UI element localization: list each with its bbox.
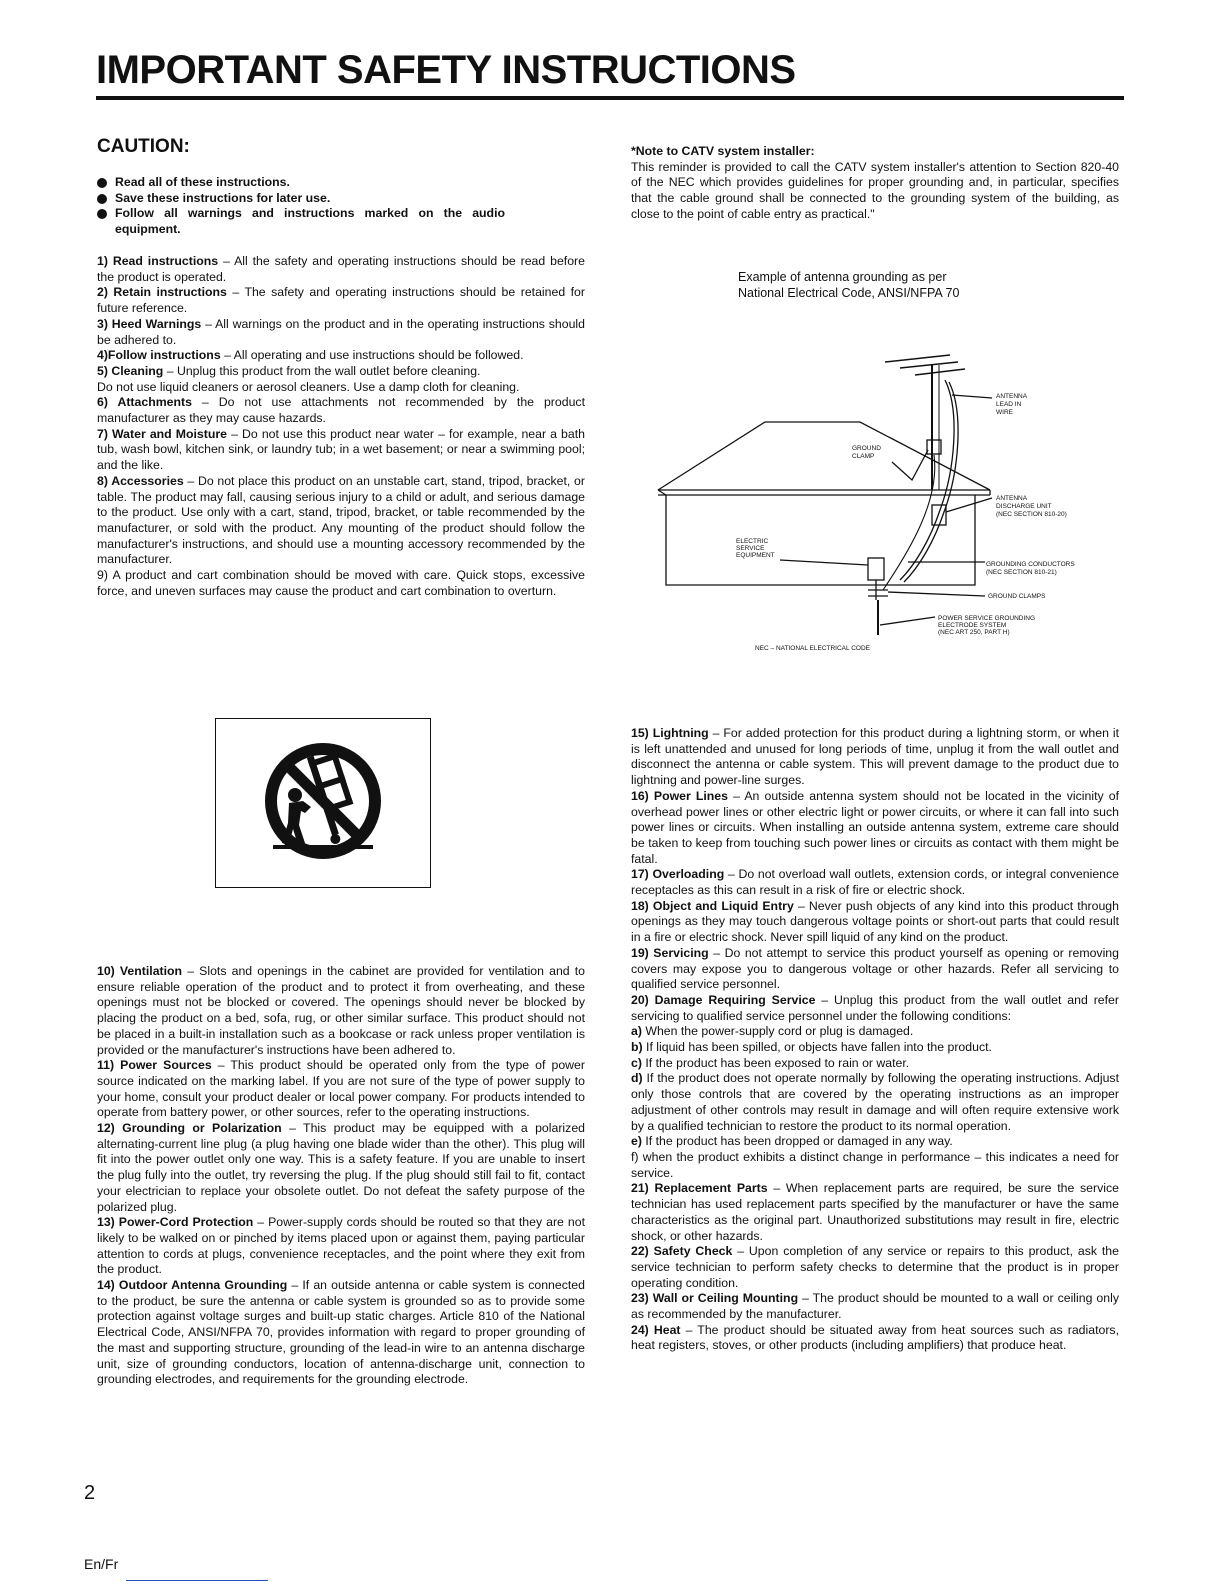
label-grounding-conductors: GROUNDING CONDUCTORS bbox=[986, 561, 1075, 568]
label-antenna-lead: LEAD IN bbox=[996, 401, 1022, 408]
diagram-caption-line: National Electrical Code, ANSI/NFPA 70 bbox=[738, 286, 960, 300]
caution-bullet: Read all of these instructions. bbox=[97, 175, 585, 191]
instruction-item: 11) Power Sources – This product should be operated only from the type of power source indicated on the marking label. If you are not sure of the type of power supply to your home, consult your product dealer or local power company. For products intended to operate from battery power, or other sources, refer to the operating instructions. bbox=[97, 1058, 585, 1120]
instruction-item: 3) Heed Warnings – All warnings on the product and in the operating instructions should be adhered to. bbox=[97, 316, 585, 347]
instruction-item: 1) Read instructions – All the safety and operating instructions should be read before the product is operated. bbox=[97, 254, 585, 284]
instruction-item: 23) Wall or Ceiling Mounting – The product should be mounted to a wall or ceiling only as recommended by the manufacturer. bbox=[631, 1291, 1119, 1322]
antenna-element bbox=[915, 369, 965, 375]
antenna-element bbox=[885, 355, 950, 362]
instruction-item: 15) Lightning – For added protection for this product during a lightning storm, or when it is left unattended and unused for long periods of time, unplug it from the wall outlet and disconnect the antenna or cable system. This will prevent damage to the product due to lightning and power-line surges. bbox=[631, 726, 1119, 788]
instruction-item: 13) Power-Cord Protection – Power-supply cords should be routed so that they are not likely to be walked on or pinched by items placed upon or against them, paying particular attention to cords at plugs, convenience receptacles, and the point where they exit from the product. bbox=[97, 1215, 585, 1277]
label-nec: NEC – NATIONAL ELECTRICAL CODE bbox=[755, 645, 870, 652]
instruction-subitem: e) If the product has been dropped or damaged in any way. bbox=[631, 1134, 953, 1149]
instruction-subitem: d) If the product does not operate normally by following the operating instructions. Adjust only those controls that are covered by the operating instructions as an improper adjustment of other controls may result in damage and will often require extensive work by a qualified technician to restore the product to its normal operation. bbox=[631, 1071, 1119, 1133]
instruction-item: 22) Safety Check – Upon completion of any service or repairs to this product, ask the service technician to perform safety checks to determine that the product is in proper operating condition. bbox=[631, 1244, 1119, 1290]
label-grounding-conductors: (NEC SECTION 810-21) bbox=[986, 569, 1057, 576]
footer-rule bbox=[126, 1580, 268, 1581]
instruction-item: 12) Grounding or Polarization – This product may be equipped with a polarized alternating-current line plug (a plug having one blade wider than the other). This plug will fit into the power outlet only one way. This is a safety feature. If you are unable to insert the plug fully into the outlet, try reversing the plug. If the plug should still fail to fit, contact your electrician to replace your obsolete outlet. Do not defeat the safety purpose of the polarized plug. bbox=[97, 1121, 585, 1214]
label-electrode-system: ELECTRODE SYSTEM bbox=[938, 622, 1007, 629]
instruction-item: 6) Attachments – Do not use attachments not recommended by the product manufacturer as they may cause hazards. bbox=[97, 395, 585, 426]
instruction-item: 17) Overloading – Do not overload wall outlets, extension cords, or integral convenience receptacles as this can result in a risk of fire or electric shock. bbox=[631, 867, 1119, 898]
instruction-item: 2) Retain instructions – The safety and operating instructions should be retained for future reference. bbox=[97, 285, 585, 316]
label-discharge-unit: (NEC SECTION 810-20) bbox=[996, 511, 1067, 518]
house-roof bbox=[658, 422, 990, 490]
caution-bullet-list bbox=[97, 175, 585, 238]
label-electric-service: SERVICE bbox=[736, 545, 765, 552]
label-discharge-unit: DISCHARGE UNIT bbox=[996, 503, 1052, 510]
electric-service-box bbox=[868, 558, 884, 580]
caution-bullet: Save these instructions for later use. bbox=[97, 191, 585, 207]
language-code: En/Fr bbox=[84, 1556, 119, 1572]
diagram-caption bbox=[738, 269, 1098, 301]
instruction-item: 18) Object and Liquid Entry – Never push objects of any kind into this product through openings as they may touch dangerous voltage points or short-out parts that could result in a fire or electric shock. Never spill liquid of any kind on the product. bbox=[631, 898, 1119, 945]
caution-bullets-block bbox=[97, 175, 585, 238]
discharge-unit bbox=[932, 505, 946, 525]
cart-tipover-warning-icon bbox=[263, 741, 383, 863]
label-ground-clamps: GROUND CLAMPS bbox=[988, 593, 1046, 600]
caution-heading: CAUTION: bbox=[97, 136, 190, 157]
instruction-item: 8) Accessories – Do not place this product on an unstable cart, stand, tripod, bracket, or table. The product may fall, causing serious injury to a child or adult, and serious damage to the product. Use only with a cart, stand, tripod, bracket, or table recommended by the manufacturer, or sold with the product. Any mounting of the product should follow the manufacturer's instructions, and should use a mounting accessory recommended by the manufacturer. bbox=[97, 473, 585, 567]
catv-note-heading: *Note to CATV system installer: bbox=[631, 144, 815, 158]
label-ground-clamp: CLAMP bbox=[852, 453, 875, 460]
page-number: 2 bbox=[84, 1482, 96, 1504]
instruction-item: 7) Water and Moisture – Do not use this product near water – for example, near a bath tub, wash bowl, kitchen sink, or laundry tub; in a wet basement; or near a swimming pool; and the like. bbox=[97, 426, 585, 473]
label-electric-service: ELECTRIC bbox=[736, 538, 769, 545]
instruction-subitem: a) When the power-supply cord or plug is damaged. bbox=[631, 1024, 914, 1039]
antenna-grounding-diagram bbox=[640, 340, 1120, 660]
catv-note-text: This reminder is provided to call the CATV system installer's attention to Section 820-40 of the NEC which provides guidelines for proper grounding and, in particular, specifies that the cable ground shall be connected to the grounding system of the building, as close to the point of cable entry as practical." bbox=[631, 159, 1119, 221]
house-walls bbox=[666, 495, 975, 585]
instruction-item: 5) Cleaning – Unplug this product from the wall outlet before cleaning. bbox=[97, 363, 481, 378]
instructions-1-9 bbox=[97, 254, 585, 599]
label-antenna-lead: WIRE bbox=[996, 409, 1013, 416]
instruction-item: 4)Follow instructions – All operating and use instructions should be followed. bbox=[97, 348, 524, 363]
label-ground-clamp: GROUND bbox=[852, 445, 881, 452]
instruction-item: 14) Outdoor Antenna Grounding – If an outside antenna or cable system is connected to the product, be sure the antenna or cable system is grounded so as to provide some protection against voltage surges and built-up static charges. Article 810 of the National Electrical Code, ANSI/NFPA 70, provides information with regard to proper grounding of the mast and supporting structure, grounding of the lead-in wire to an antenna discharge unit, size of grounding conductors, location of antenna-discharge unit, connection to grounding electrodes, and requirements for the grounding electrode. bbox=[97, 1278, 585, 1387]
instructions-10-14 bbox=[97, 964, 585, 1388]
instruction-item: 24) Heat – The product should be situated away from heat sources such as radiators, heat registers, stoves, or other products (including amplifiers) that produce heat. bbox=[631, 1322, 1119, 1353]
page-title: IMPORTANT SAFETY INSTRUCTIONS bbox=[96, 46, 1124, 100]
instruction-item: 19) Servicing – Do not attempt to service this product yourself as opening or removing covers may expose you to dangerous voltage or other hazards. Refer all servicing to qualified service personnel. bbox=[631, 945, 1119, 992]
instruction-item: Do not use liquid cleaners or aerosol cleaners. Use a damp cloth for cleaning. bbox=[97, 379, 520, 394]
catv-note bbox=[631, 144, 1119, 223]
diagram-caption-line: Example of antenna grounding as per bbox=[738, 270, 947, 284]
instruction-item: 21) Replacement Parts – When replacement parts are required, be sure the service technician has used replacement parts specified by the manufacturer or have the same characteristics as the original part. Unauthorized substitutions may result in fire, electric shock, or other hazards. bbox=[631, 1181, 1119, 1243]
instruction-item: 9) A product and cart combination should be moved with care. Quick stops, excessive force, and uneven surfaces may cause the product and cart combination to overturn. bbox=[97, 568, 585, 598]
instruction-subitem: f) when the product exhibits a distinct change in performance – this indicates a need for service. bbox=[631, 1149, 1119, 1180]
label-discharge-unit: ANTENNA bbox=[996, 495, 1028, 502]
antenna-element bbox=[900, 362, 958, 368]
label-electrode-system: POWER SERVICE GROUNDING bbox=[938, 615, 1036, 622]
cart-warning-box bbox=[215, 718, 431, 888]
instruction-item: 10) Ventilation – Slots and openings in the cabinet are provided for ventilation and to ensure reliable operation of the product and to protect it from overheating, and these openings must not be blocked or covered. The openings should never be blocked by placing the product on a bed, sofa, rug, or other similar surface. This product should not be placed in a built-in installation such as a bookcase or rack unless proper ventilation is provided or the manufacturer's instructions have been adhered to. bbox=[97, 964, 585, 1057]
label-antenna-lead: ANTENNA bbox=[996, 393, 1028, 400]
instructions-15-24 bbox=[631, 726, 1119, 1354]
instruction-subitem: c) If the product has been exposed to rain or water. bbox=[631, 1055, 910, 1070]
instruction-item: 20) Damage Requiring Service – Unplug this product from the wall outlet and refer servicing to qualified service personnel under the following conditions: bbox=[631, 992, 1119, 1023]
instruction-subitem: b) If liquid has been spilled, or objects have fallen into the product. bbox=[631, 1040, 992, 1055]
label-electrode-system: (NEC ART 250, PART H) bbox=[938, 629, 1010, 636]
caution-bullet: Follow all warnings and instructions marked on the audio equipment. bbox=[97, 206, 585, 237]
label-electric-service: EQUIPMENT bbox=[736, 552, 775, 559]
instruction-item: 16) Power Lines – An outside antenna system should not be located in the vicinity of overhead power lines or other electric light or power circuits, or where it can fall into such power lines or circuits. When installing an outside antenna system, extreme care should be taken to keep from touching such power lines or circuits as contact with them might be fatal. bbox=[631, 788, 1119, 866]
